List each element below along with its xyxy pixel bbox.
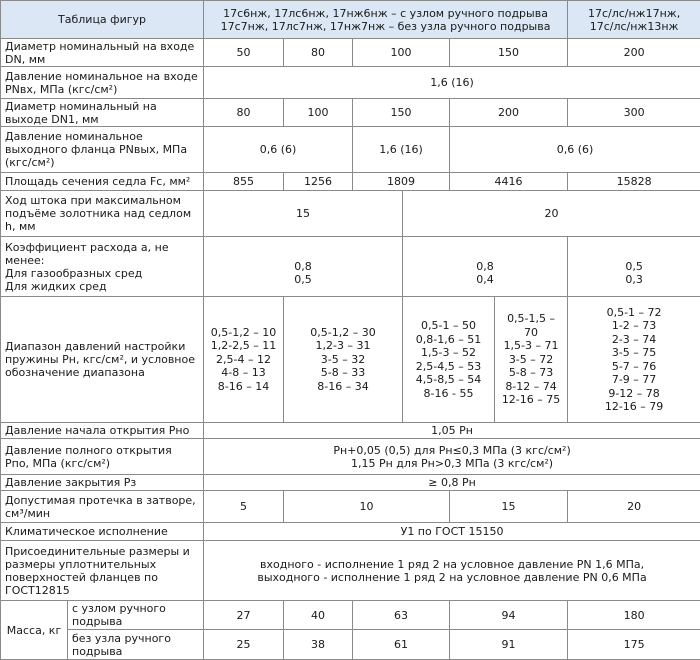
coef-label-head: Коэффициент расхода а, не менее: [5,241,199,267]
row-label: Присоединительные размеры и размеры уплотнительных поверхностей фланцев по ГОСТ12815 [1,541,204,601]
row-label: Давление номинальное на входе PNвх, МПа (кгс/см²) [1,67,204,99]
row-mass-without [1,630,700,660]
range-list: 0,5-1,2 – 30 1,2-3 – 31 3-5 – 32 5-8 – 33 8-16 – 34 [284,297,403,423]
cell-value: 40 [284,601,353,630]
row-dn-out [1,99,700,127]
row-coef [1,237,700,297]
cell-value: 15828 [568,173,700,191]
spacer [208,247,398,260]
header-group-1-line-2: 17с7нж, 17лс7нж, 17нж7нж – без узла ручного подрыва [208,20,563,33]
coef-liquid-value: 0,4 [407,273,563,286]
row-label [1,237,204,297]
mass-label: Масса, кг [1,601,68,660]
header-group-2-line-1: 17с/лс/нж17нж, [572,7,696,20]
cell-value: 94 [450,601,568,630]
cell-value: 27 [204,601,284,630]
flanges-line-2: выходного - исполнение 1 ряд 2 на условное давление PN 0,6 МПа [208,571,696,584]
row-stroke [1,191,700,237]
row-label: Площадь сечения седла Fc, мм² [1,173,204,191]
cell-value: 20 [568,491,700,523]
coef-label-gas: Для газообразных сред [5,267,199,280]
cell-value: 855 [204,173,284,191]
cell-value: 175 [568,630,700,660]
cell-value: 61 [353,630,450,660]
header-group-1 [204,1,568,39]
cell-value: 1256 [284,173,353,191]
spacer [407,247,563,260]
row-leak [1,491,700,523]
cell-value [204,439,700,475]
cell-value: 100 [284,99,353,127]
cell-value: 80 [204,99,284,127]
header-group-2 [568,1,700,39]
row-p-close [1,475,700,491]
mass-sublabel-without: без узла ручного подрыва [68,630,204,660]
cell-value: 200 [568,39,700,67]
row-label: Давление полного открытия Рпо, МПа (кгс/см²) [1,439,204,475]
cell-value: 80 [284,39,353,67]
row-label: Диапазон давлений настройки пружины Рн, кгс/см², и условное обозначение диапазона [1,297,204,423]
cell-value: 63 [353,601,450,630]
cell-value: 150 [353,99,450,127]
row-label: Допустимая протечка в затворе, см³/мин [1,491,204,523]
header-row [1,1,700,39]
cell-value: 10 [284,491,450,523]
range-list: 0,5-1,5 – 70 1,5-3 – 71 3-5 – 72 5-8 – 73 8-12 – 74 12-16 – 75 [495,297,568,423]
cell-value: 200 [450,99,568,127]
coef-liquid-value: 0,5 [208,273,398,286]
row-seat [1,173,700,191]
cell-value: 180 [568,601,700,630]
cell-value: 150 [450,39,568,67]
range-list: 0,5-1 – 72 1-2 – 73 2-3 – 74 3-5 – 75 5-7 – 76 7-9 – 77 9-12 – 78 12-16 – 79 [568,297,700,423]
mass-sublabel-with: с узлом ручного подрыва [68,601,204,630]
cell-value: 1,05 Рн [204,423,700,439]
cell-value: 1,6 (16) [353,127,450,173]
row-label: Ход штока при максимальном подъёме золотника над седлом h, мм [1,191,204,237]
cell-value: 20 [403,191,700,237]
range-list: 0,5-1 – 50 0,8-1,6 – 51 1,5-3 – 52 2,5-4,5 – 53 4,5-8,5 – 54 8-16 - 55 [403,297,495,423]
coef-gas-value: 0,5 [572,260,696,273]
flanges-line-1: входного - исполнение 1 ряд 2 на условное давление PN 1,6 МПа, [208,558,696,571]
cell-value [568,237,700,297]
row-label: Диаметр номинальный на входе DN, мм [1,39,204,67]
spacer [572,247,696,260]
range-list: 0,5-1,2 – 10 1,2-2,5 – 11 2,5-4 – 12 4-8 – 13 8-16 – 14 [204,297,284,423]
cell-value: 300 [568,99,700,127]
cell-value: 15 [450,491,568,523]
coef-label-liquid: Для жидких сред [5,280,199,293]
cell-value: У1 по ГОСТ 15150 [204,523,700,541]
cell-value [403,237,568,297]
cell-value: 1809 [353,173,450,191]
row-p-open-start [1,423,700,439]
p-open-full-line-2: 1,15 Рн для Рн>0,3 МПа (3 кгс/см²) [208,457,696,470]
cell-value: 4416 [450,173,568,191]
coef-liquid-value: 0,3 [572,273,696,286]
cell-value: 50 [204,39,284,67]
cell-value: 91 [450,630,568,660]
row-climate [1,523,700,541]
cell-value: 5 [204,491,284,523]
cell-value: 100 [353,39,450,67]
coef-gas-value: 0,8 [208,260,398,273]
row-ranges [1,297,700,423]
row-p-out [1,127,700,173]
header-group-2-line-2: 17с/лс/нж13нж [572,20,696,33]
row-p-open-full [1,439,700,475]
row-mass-with [1,601,700,630]
row-p-in [1,67,700,99]
header-group-1-line-1: 17с6нж, 17лс6нж, 17нж6нж – с узлом ручного подрыва [208,7,563,20]
cell-value: 0,6 (6) [204,127,353,173]
header-corner: Таблица фигур [1,1,204,39]
row-flanges [1,541,700,601]
p-open-full-line-1: Рн+0,05 (0,5) для Рн≤0,3 МПа (3 кгс/см²) [208,444,696,457]
cell-value: 25 [204,630,284,660]
coef-gas-value: 0,8 [407,260,563,273]
cell-value [204,237,403,297]
row-dn-in [1,39,700,67]
row-label: Климатическое исполнение [1,523,204,541]
cell-value: 38 [284,630,353,660]
cell-value: 15 [204,191,403,237]
cell-value: ≥ 0,8 Рн [204,475,700,491]
row-label: Давление закрытия Рз [1,475,204,491]
cell-value [204,541,700,601]
cell-value: 0,6 (6) [450,127,700,173]
cell-value: 1,6 (16) [204,67,700,99]
row-label: Давление начала открытия Рно [1,423,204,439]
row-label: Диаметр номинальный на выходе DN1, мм [1,99,204,127]
row-label: Давление номинальное выходного фланца PNвых, МПа (кгс/см²) [1,127,204,173]
